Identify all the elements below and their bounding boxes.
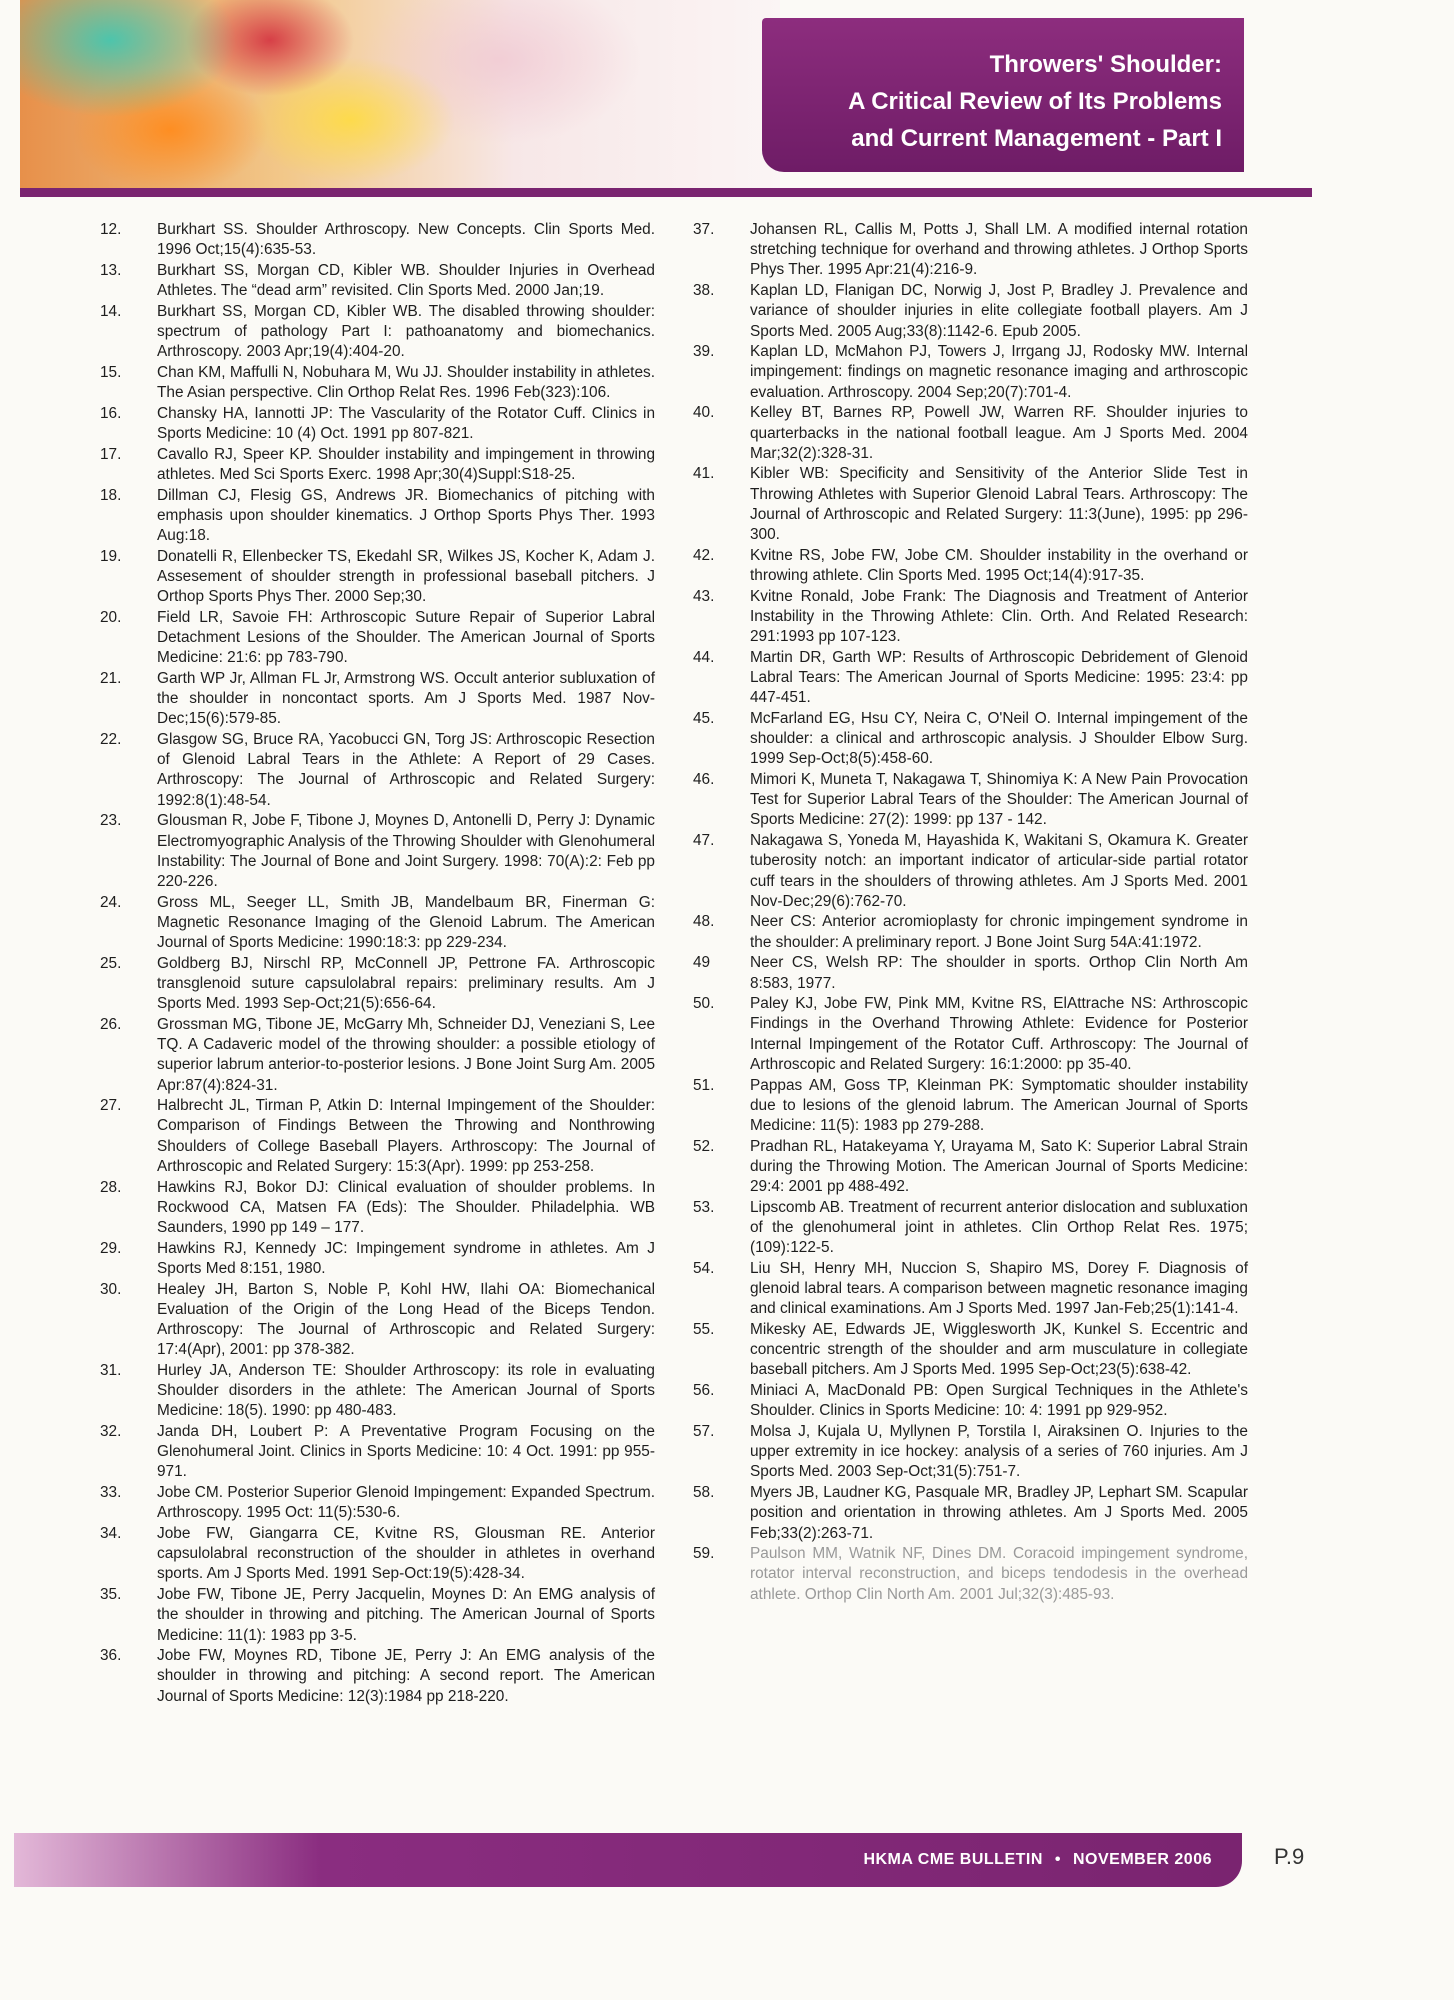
reference-text: Jobe FW, Tibone JE, Perry Jacquelin, Moynes D: An EMG analysis of the shoulder in throwing and pitching. The American Journal of Sports Medicine: 11(1): 1983 pp 3-5. bbox=[157, 1586, 655, 1644]
reference-item bbox=[693, 953, 1248, 993]
page-number: P.9 bbox=[1274, 1844, 1305, 1869]
reference-number: 35. bbox=[100, 1586, 122, 1604]
reference-number: 23. bbox=[100, 812, 122, 830]
reference-item bbox=[693, 1483, 1248, 1544]
reference-number: 16. bbox=[100, 404, 122, 422]
reference-number: 13. bbox=[100, 261, 122, 279]
reference-text: Paulson MM, Watnik NF, Dines DM. Coracoid impingement syndrome, rotator interval reconstruction, and biceps tendodesis in the overhead athlete. Orthop Clin North Am. 2001 Jul;32(3):485-93. bbox=[750, 1545, 1248, 1603]
reference-item bbox=[100, 1015, 655, 1096]
reference-text: Glousman R, Jobe F, Tibone J, Moynes D, Antonelli D, Perry J: Dynamic Electromyographic Analysis of the Throwing Shoulder with Glenohumeral Instability: The Journal of Bone and Joint Surgery. 1998: 70(A):2: Feb pp 220-226. bbox=[157, 812, 655, 890]
reference-item bbox=[100, 1483, 655, 1523]
reference-item bbox=[693, 1076, 1248, 1137]
reference-item bbox=[693, 1544, 1248, 1605]
reference-item bbox=[100, 730, 655, 811]
reference-text: Kibler WB: Specificity and Sensitivity of the Anterior Slide Test in Throwing Athletes with Superior Glenoid Labral Tears. Arthroscopy: The Journal of Arthroscopic and Related Surgery: 11:3(June), 1995: pp 296-300. bbox=[750, 465, 1248, 544]
reference-item bbox=[100, 220, 655, 260]
reference-text: Hawkins RJ, Bokor DJ: Clinical evaluation of shoulder problems. In Rockwood CA, Matsen FA (Eds): The Shoulder. Philadelphia. WB Saunders, 1990 pp 149 – 177. bbox=[157, 1178, 655, 1236]
reference-text: Jobe FW, Giangarra CE, Kvitne RS, Glousman RE. Anterior capsulolabral reconstruction of the shoulder in athletes in overhand sports. Am J Sports Med. 1991 Sep-Oct:19(5):428-34. bbox=[157, 1525, 655, 1583]
reference-text: Neer CS, Welsh RP: The shoulder in sports. Orthop Clin North Am 8:583, 1977. bbox=[750, 954, 1248, 992]
reference-item bbox=[693, 1381, 1248, 1421]
reference-text: McFarland EG, Hsu CY, Neira C, O'Neil O. Internal impingement of the shoulder: a clinical and arthroscopic analysis. J Shoulder Elbow Surg. 1999 Sep-Oct;8(5):458-60. bbox=[750, 709, 1248, 768]
reference-text: Pappas AM, Goss TP, Kleinman PK: Symptomatic shoulder instability due to lesions of the glenoid labrum. The American Journal of Sports Medicine: 11(5): 1983 pp 279-288. bbox=[750, 1076, 1248, 1134]
reference-item bbox=[100, 669, 655, 730]
reference-number: 15. bbox=[100, 363, 122, 381]
reference-text: Molsa J, Kujala U, Myllynen P, Torstila I, Airaksinen O. Injuries to the upper extremity in ice hockey: analysis of a series of 760 injuries. Am J Sports Med. 2003 Sep-Oct;31(5):751-7. bbox=[750, 1422, 1248, 1481]
reference-item bbox=[693, 403, 1248, 464]
reference-number: 40. bbox=[693, 404, 715, 422]
reference-text: Halbrecht JL, Tirman P, Atkin D: Internal Impingement of the Shoulder: Comparison of Findings Between the Throwing and Nonthrowing Shoulders of College Baseball Players. Arthroscopy: The Journal of Arthroscopic and Related Surgery: 15:3(Apr). 1999: pp 253-258. bbox=[157, 1097, 655, 1175]
reference-text: Cavallo RJ, Speer KP. Shoulder instability and impingement in throwing athletes. Med Sci Sports Exerc. 1998 Apr;30(4)Suppl:S18-25. bbox=[157, 445, 655, 483]
reference-text: Paley KJ, Jobe FW, Pink MM, Kvitne RS, ElAttrache NS: Arthroscopic Findings in the Overhand Throwing Athlete: Evidence for Posterior Internal Impingement of the Rotator Cuff. Arthroscopy: The Journal of Arthroscopic and Related Surgery: 16:1:2000: pp 35-40. bbox=[750, 995, 1248, 1073]
reference-item bbox=[693, 220, 1248, 281]
reference-number: 18. bbox=[100, 486, 122, 504]
reference-item bbox=[100, 302, 655, 363]
reference-number: 50. bbox=[693, 995, 715, 1013]
reference-item bbox=[693, 546, 1248, 586]
reference-item bbox=[100, 811, 655, 892]
reference-text: Kaplan LD, McMahon PJ, Towers J, Irrgang JJ, Rodosky MW. Internal impingement: findings on magnetic resonance imaging and arthroscopic evaluation. Arthroscopy. 2004 Sep;20(7):701-4. bbox=[750, 343, 1248, 401]
reference-number: 57. bbox=[693, 1422, 715, 1440]
reference-item bbox=[100, 954, 655, 1015]
reference-text: Hurley JA, Anderson TE: Shoulder Arthroscopy: its role in evaluating Shoulder disorders in the athlete: The American Journal of Sports Medicine: 18(5). 1990: pp 480-483. bbox=[157, 1361, 655, 1420]
reference-item bbox=[693, 464, 1248, 545]
reference-number: 20. bbox=[100, 608, 122, 626]
reference-number: 48. bbox=[693, 913, 715, 931]
reference-item bbox=[693, 1320, 1248, 1381]
reference-text: Kelley BT, Barnes RP, Powell JW, Warren RF. Shoulder injuries to quarterbacks in the national football league. Am J Sports Med. 2004 Mar;32(2):328-31. bbox=[750, 404, 1248, 462]
reference-text: Mimori K, Muneta T, Nakagawa T, Shinomiya K: A New Pain Provocation Test for Superior Labral Tears of the Shoulder: The American Journal of Sports Medicine: 27(2): 1999: pp 137 - 142. bbox=[750, 770, 1248, 829]
reference-item bbox=[100, 1585, 655, 1646]
footer-bar bbox=[14, 1833, 1242, 1887]
reference-number: 32. bbox=[100, 1422, 122, 1440]
reference-text: Burkhart SS, Morgan CD, Kibler WB. Shoulder Injuries in Overhead Athletes. The “dead arm” revisited. Clin Sports Med. 2000 Jan;19. bbox=[157, 261, 655, 300]
reference-item bbox=[100, 893, 655, 954]
reference-text: Mikesky AE, Edwards JE, Wigglesworth JK, Kunkel S. Eccentric and concentric strength of the shoulder and arm musculature in collegiate baseball pitchers. Am J Sports Med. 1995 Sep-Oct;23(5):638-42. bbox=[750, 1320, 1248, 1379]
reference-number: 42. bbox=[693, 546, 715, 564]
reference-text: Dillman CJ, Flesig GS, Andrews JR. Biomechanics of pitching with emphasis upon shoulder kinematics. J Orthop Sports Phys Ther. 1993 Aug:18. bbox=[157, 486, 655, 545]
reference-item bbox=[100, 363, 655, 403]
title-line-1: Throwers' Shoulder: bbox=[989, 51, 1222, 78]
reference-text: Burkhart SS, Morgan CD, Kibler WB. The disabled throwing shoulder: spectrum of pathology Part I: pathoanatomy and biomechanics. Arthroscopy. 2003 Apr;19(4):404-20. bbox=[157, 302, 655, 361]
reference-number: 51. bbox=[693, 1076, 715, 1094]
reference-number: 38. bbox=[693, 282, 715, 300]
reference-number: 22. bbox=[100, 731, 122, 749]
header-photo bbox=[20, 0, 780, 188]
reference-number: 30. bbox=[100, 1280, 122, 1298]
reference-item bbox=[693, 342, 1248, 403]
footer-date: NOVEMBER 2006 bbox=[1073, 1851, 1212, 1868]
reference-item bbox=[693, 648, 1248, 709]
reference-item bbox=[693, 1259, 1248, 1320]
reference-text: Martin DR, Garth WP: Results of Arthroscopic Debridement of Glenoid Labral Tears: The American Journal of Sports Medicine: 1995: 23:4: pp 447-451. bbox=[750, 648, 1248, 707]
reference-text: Jobe FW, Moynes RD, Tibone JE, Perry J: An EMG analysis of the shoulder in throwing and pitching: A second report. The American Journal of Sports Medicine: 12(3):1984 pp 218-220. bbox=[157, 1647, 655, 1705]
reference-number: 33. bbox=[100, 1484, 122, 1502]
reference-item bbox=[100, 261, 655, 301]
reference-text: Glasgow SG, Bruce RA, Yacobucci GN, Torg JS: Arthroscopic Resection of Glenoid Labral Tears in the Athlete: A Report of 29 Cases. Arthroscopy: The Journal of Arthroscopic and Related Surgery: 1992:8(1):48-54. bbox=[157, 731, 655, 809]
reference-item bbox=[100, 608, 655, 669]
reference-number: 46. bbox=[693, 770, 715, 788]
header-divider bbox=[20, 188, 1312, 197]
reference-number: 28. bbox=[100, 1178, 122, 1196]
reference-item bbox=[100, 1422, 655, 1483]
reference-number: 26. bbox=[100, 1015, 122, 1033]
reference-text: Jobe CM. Posterior Superior Glenoid Impingement: Expanded Spectrum. Arthroscopy. 1995 Oct: 11(5):530-6. bbox=[157, 1484, 655, 1522]
reference-item bbox=[100, 1280, 655, 1361]
reference-number: 54. bbox=[693, 1259, 715, 1277]
reference-item bbox=[693, 709, 1248, 770]
reference-number: 41. bbox=[693, 465, 715, 483]
reference-text: Hawkins RJ, Kennedy JC: Impingement syndrome in athletes. Am J Sports Med 8:151, 1980. bbox=[157, 1239, 655, 1277]
reference-text: Chan KM, Maffulli N, Nobuhara M, Wu JJ. Shoulder instability in athletes. The Asian perspective. Clin Orthop Relat Res. 1996 Feb(323):106. bbox=[157, 363, 655, 402]
reference-item bbox=[100, 404, 655, 444]
reference-item bbox=[100, 445, 655, 485]
reference-number: 24. bbox=[100, 893, 122, 911]
reference-number: 12. bbox=[100, 221, 122, 238]
reference-text: Miniaci A, MacDonald PB: Open Surgical Techniques in the Athlete's Shoulder. Clinics in Sports Medicine: 10: 4: 1991 pp 929-952. bbox=[750, 1382, 1248, 1420]
reference-number: 53. bbox=[693, 1198, 715, 1216]
reference-number: 58. bbox=[693, 1484, 715, 1502]
article-title-box bbox=[762, 18, 1244, 172]
reference-item bbox=[100, 1178, 655, 1239]
reference-text: Liu SH, Henry MH, Nuccion S, Shapiro MS, Dorey F. Diagnosis of glenoid labral tears. A comparison between magnetic resonance imaging and clinical examinations. Am J Sports Med. 1997 Jan-Feb;25(1):141-4. bbox=[750, 1259, 1248, 1318]
title-line-2: A Critical Review of Its Problems bbox=[848, 88, 1222, 115]
title-line-3: and Current Management - Part I bbox=[851, 125, 1222, 152]
reference-number: 39. bbox=[693, 343, 715, 361]
reference-item bbox=[693, 281, 1248, 342]
reference-text: Lipscomb AB. Treatment of recurrent anterior dislocation and subluxation of the glenohumeral joint in athletes. Clin Orthop Relat Res. 1975;(109):122-5. bbox=[750, 1198, 1248, 1257]
reference-number: 31. bbox=[100, 1361, 122, 1379]
reference-item bbox=[100, 1096, 655, 1177]
reference-number: 56. bbox=[693, 1382, 715, 1400]
reference-text: Pradhan RL, Hatakeyama Y, Urayama M, Sato K: Superior Labral Strain during the Throwing Motion. The American Journal of Sports Medicine: 29:4: 2001 pp 488-492. bbox=[750, 1137, 1248, 1196]
reference-number: 44. bbox=[693, 648, 715, 666]
reference-number: 29. bbox=[100, 1239, 122, 1257]
reference-text: Donatelli R, Ellenbecker TS, Ekedahl SR, Wilkes JS, Kocher K, Adam J. Assesement of shoulder strength in professional baseball pitchers. J Orthop Sports Phys Ther. 2000 Sep;30. bbox=[157, 547, 655, 606]
reference-number: 45. bbox=[693, 709, 715, 727]
footer-separator: • bbox=[1054, 1851, 1061, 1868]
references-column-right bbox=[693, 220, 1248, 1605]
reference-item bbox=[693, 1198, 1248, 1259]
reference-text: Grossman MG, Tibone JE, McGarry Mh, Schneider DJ, Veneziani S, Lee TQ. A Cadaveric model of the throwing shoulder: a possible etiology of superior labrum anterior-to-posterior lesions. J Bone Joint Surg Am. 2005 Apr:87(4):824-31. bbox=[157, 1015, 655, 1094]
reference-text: Healey JH, Barton S, Noble P, Kohl HW, Ilahi OA: Biomechanical Evaluation of the Origin of the Long Head of the Biceps Tendon. Arthroscopy: The Journal of Arthroscopic and Related Surgery: 17:4(Apr), 2001: pp 378-382. bbox=[157, 1280, 655, 1359]
reference-number: 49 bbox=[693, 954, 711, 972]
reference-item bbox=[693, 587, 1248, 648]
reference-item bbox=[693, 831, 1248, 912]
reference-number: 52. bbox=[693, 1137, 715, 1155]
reference-item bbox=[693, 994, 1248, 1075]
reference-text: Neer CS: Anterior acromioplasty for chronic impingement syndrome in the shoulder: A preliminary report. J Bone Joint Surg 54A:41:1972. bbox=[750, 913, 1248, 951]
reference-item bbox=[100, 486, 655, 547]
reference-number: 27. bbox=[100, 1097, 122, 1115]
reference-number: 25. bbox=[100, 954, 122, 972]
reference-text: Kvitne Ronald, Jobe Frank: The Diagnosis and Treatment of Anterior Instability in the Throwing Athlete: Clin. Orth. And Related Research: 291:1993 pp 107-123. bbox=[750, 587, 1248, 646]
reference-number: 34. bbox=[100, 1525, 122, 1542]
reference-number: 43. bbox=[693, 587, 715, 605]
reference-text: Janda DH, Loubert P: A Preventative Program Focusing on the Glenohumeral Joint. Clinics in Sports Medicine: 10: 4 Oct. 1991: pp 955-971. bbox=[157, 1422, 655, 1481]
reference-number: 19. bbox=[100, 547, 122, 565]
reference-number: 36. bbox=[100, 1647, 122, 1665]
reference-text: Johansen RL, Callis M, Potts J, Shall LM. A modified internal rotation stretching technique for overhand and throwing athletes. J Orthop Sports Phys Ther. 1995 Apr:21(4):216-9. bbox=[750, 221, 1248, 279]
reference-item bbox=[693, 1137, 1248, 1198]
reference-number: 17. bbox=[100, 445, 122, 463]
reference-number: 59. bbox=[693, 1545, 715, 1563]
reference-text: Myers JB, Laudner KG, Pasquale MR, Bradley JP, Lephart SM. Scapular position and orientation in throwing athletes. Am J Sports Med. 2005 Feb;33(2):263-71. bbox=[750, 1484, 1248, 1542]
reference-item bbox=[693, 770, 1248, 831]
footer-publication: HKMA CME BULLETIN bbox=[863, 1851, 1043, 1868]
reference-number: 14. bbox=[100, 302, 122, 320]
reference-number: 21. bbox=[100, 669, 122, 687]
reference-text: Garth WP Jr, Allman FL Jr, Armstrong WS. Occult anterior subluxation of the shoulder in noncontact sports. Am J Sports Med. 1987 Nov-Dec;15(6):579-85. bbox=[157, 669, 655, 728]
reference-number: 55. bbox=[693, 1320, 715, 1338]
reference-item bbox=[100, 1646, 655, 1707]
reference-item bbox=[100, 547, 655, 608]
reference-item bbox=[693, 912, 1248, 952]
reference-text: Gross ML, Seeger LL, Smith JB, Mandelbaum BR, Finerman G: Magnetic Resonance Imaging of the Glenoid Labrum. The American Journal of Sports Medicine: 1990:18:3: pp 229-234. bbox=[157, 893, 655, 952]
reference-text: Nakagawa S, Yoneda M, Hayashida K, Wakitani S, Okamura K. Greater tuberosity notch: an important indicator of articular-side partial rotator cuff tears in the shoulders of throwing athletes. Am J Sports Med. 2001 Nov-Dec;29(6):762-70. bbox=[750, 832, 1248, 910]
reference-text: Chansky HA, Iannotti JP: The Vascularity of the Rotator Cuff. Clinics in Sports Medicine: 10 (4) Oct. 1991 pp 807-821. bbox=[157, 404, 655, 443]
reference-text: Kvitne RS, Jobe FW, Jobe CM. Shoulder instability in the overhand or throwing athlete. Clin Sports Med. 1995 Oct;14(4):917-35. bbox=[750, 546, 1248, 584]
reference-item bbox=[100, 1524, 655, 1585]
reference-text: Field LR, Savoie FH: Arthroscopic Suture Repair of Superior Labral Detachment Lesions of the Shoulder. The American Journal of Sports Medicine: 21:6: pp 783-790. bbox=[157, 608, 655, 667]
reference-text: Goldberg BJ, Nirschl RP, McConnell JP, Pettrone FA. Arthroscopic transglenoid suture capsulolabral repairs: preliminary results. Am J Sports Med. 1993 Sep-Oct;21(5):656-64. bbox=[157, 954, 655, 1013]
reference-number: 37. bbox=[693, 221, 715, 238]
reference-number: 47. bbox=[693, 832, 715, 850]
reference-text: Burkhart SS. Shoulder Arthroscopy. New Concepts. Clin Sports Med. 1996 Oct;15(4):635-53. bbox=[157, 221, 655, 259]
reference-text: Kaplan LD, Flanigan DC, Norwig J, Jost P, Bradley J. Prevalence and variance of shoulder injuries in elite collegiate football players. Am J Sports Med. 2005 Aug;33(8):1142-6. Epub 2005. bbox=[750, 282, 1248, 340]
reference-item bbox=[693, 1422, 1248, 1483]
reference-item bbox=[100, 1239, 655, 1279]
reference-item bbox=[100, 1361, 655, 1422]
references-column-left bbox=[100, 220, 655, 1707]
